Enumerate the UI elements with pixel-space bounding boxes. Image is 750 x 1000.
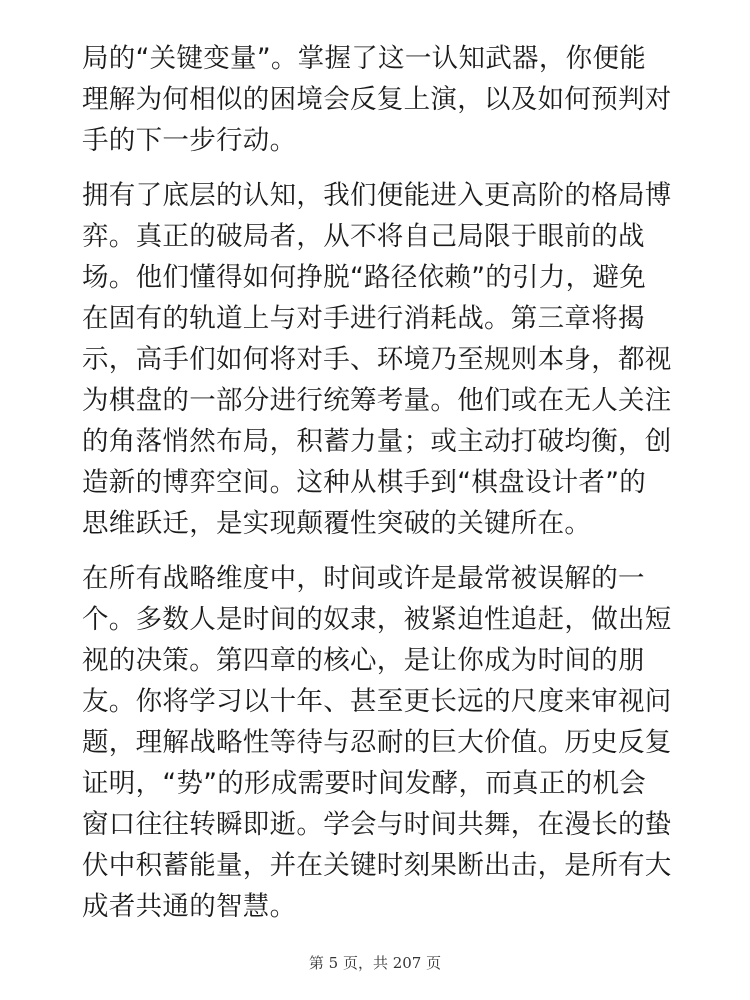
text-line: 局的“关键变量”。掌握了这一认知武器，你便能 bbox=[82, 43, 647, 74]
text-line: 伏中积蓄能量，并在关键时刻果断出击，是所有大 bbox=[82, 850, 672, 881]
page-number: 第 5 页，共 207 页 bbox=[308, 954, 442, 972]
text-line: 个。多数人是时间的奴隶，被紧迫性追赶，做出短 bbox=[82, 604, 672, 635]
text-line: 示，高手们如何将对手、环境乃至规则本身，都视 bbox=[82, 344, 672, 375]
text-line: 成者共通的智慧。 bbox=[82, 891, 297, 922]
text-line: 证明，“势”的形成需要时间发酵，而真正的机会 bbox=[82, 768, 647, 799]
text-line: 弈。真正的破局者，从不将自己局限于眼前的战 bbox=[82, 221, 645, 252]
text-line: 为棋盘的一部分进行统筹考量。他们或在无人关注 bbox=[82, 385, 672, 416]
text-line: 思维跃迁，是实现颠覆性突破的关键所在。 bbox=[82, 508, 592, 539]
text-line: 题，理解战略性等待与忍耐的巨大价值。历史反复 bbox=[82, 727, 672, 758]
text-line: 在所有战略维度中，时间或许是最常被误解的一 bbox=[82, 563, 645, 594]
body-text bbox=[82, 38, 672, 941]
paragraph-2 bbox=[82, 175, 672, 544]
paragraph-3 bbox=[82, 558, 672, 927]
text-line: 场。他们懂得如何挣脱“路径依赖”的引力，避免 bbox=[82, 262, 647, 293]
text-line: 理解为何相似的困境会反复上演，以及如何预判对 bbox=[82, 84, 672, 115]
text-line: 友。你将学习以十年、甚至更长远的尺度来审视问 bbox=[82, 686, 672, 717]
text-line: 窗口往往转瞬即逝。学会与时间共舞，在漫长的蛰 bbox=[82, 809, 672, 840]
text-line: 在固有的轨道上与对手进行消耗战。第三章将揭 bbox=[82, 303, 645, 334]
text-line: 视的决策。第四章的核心，是让你成为时间的朋 bbox=[82, 645, 645, 676]
text-line: 拥有了底层的认知，我们便能进入更高阶的格局博 bbox=[82, 180, 672, 211]
text-line: 手的下一步行动。 bbox=[82, 125, 297, 156]
paragraph-1 bbox=[82, 38, 672, 161]
text-line: 造新的博弈空间。这种从棋手到“棋盘设计者”的 bbox=[82, 467, 647, 498]
text-line: 的角落悄然布局，积蓄力量；或主动打破均衡，创 bbox=[82, 426, 672, 457]
